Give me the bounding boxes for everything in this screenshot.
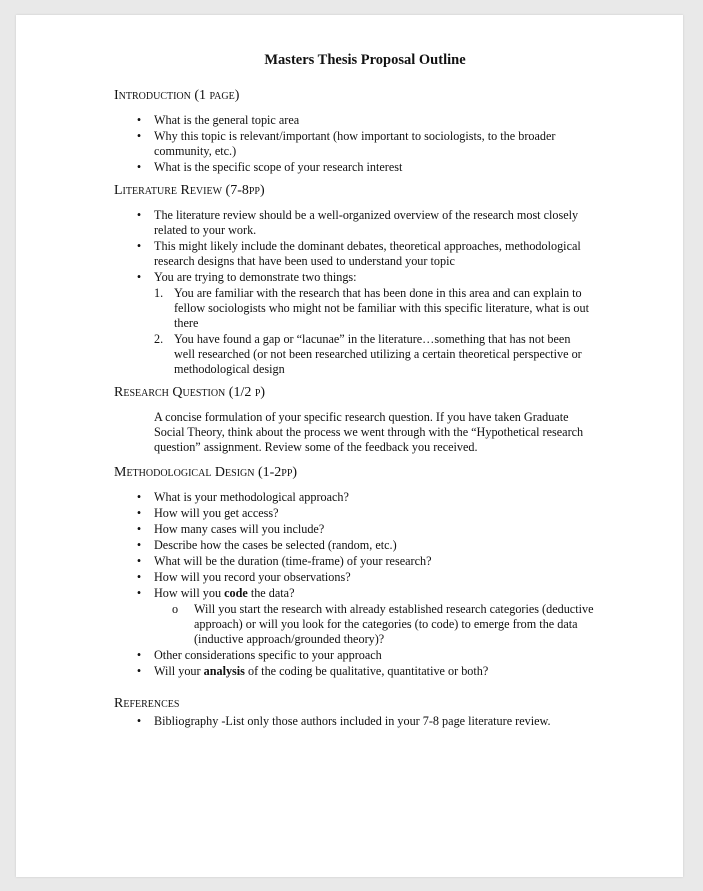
bold-code: code bbox=[224, 586, 248, 600]
list-item: • Why this topic is relevant/important (how important to sociologists, to the broader community, etc.) bbox=[114, 129, 594, 159]
list-item: • Describe how the cases be selected (random, etc.) bbox=[114, 538, 594, 553]
heading-research-question: Research Question (1/2 p) bbox=[114, 385, 266, 400]
list-item: • How will you get access? bbox=[114, 506, 594, 521]
methodological-design-list bbox=[114, 490, 594, 679]
list-item: • What will be the duration (time-frame) of your research? bbox=[114, 554, 594, 569]
bullet-icon: • bbox=[136, 239, 142, 253]
list-item: • Will your analysis of the coding be qualitative, quantitative or both? bbox=[114, 664, 594, 679]
bullet-icon: • bbox=[136, 714, 142, 728]
sub-list-item: o Will you start the research with already established research categories (deductive approach) or will you look for the categories (to code) to emerge from the data (inductive approach/grounded theory)? bbox=[172, 602, 594, 646]
heading-references: References bbox=[114, 696, 180, 711]
bullet-icon: • bbox=[136, 554, 142, 568]
bullet-icon: • bbox=[136, 522, 142, 536]
bullet-icon: • bbox=[136, 648, 142, 662]
list-item: • How will you code the data? o Will you start the research with already established research categories (deductive approach) or will you look for the categories (to code) to emerge from the data (inductive approach/grounded theory)? bbox=[114, 586, 594, 647]
bullet-icon: • bbox=[136, 208, 142, 222]
bullet-icon: • bbox=[136, 113, 142, 127]
list-item: • What is the specific scope of your research interest bbox=[114, 160, 594, 175]
bullet-icon: • bbox=[136, 129, 142, 143]
circle-sublist bbox=[154, 602, 594, 647]
bold-analysis: analysis bbox=[203, 664, 245, 678]
bullet-icon: • bbox=[136, 160, 142, 174]
research-question-paragraph: A concise formulation of your specific research question. If you have taken Graduate Social Theory, think about the process we went through with the “Hypothetical research question” assignment. Review some of the feedback you received. bbox=[154, 410, 584, 454]
numbered-item: 1. You are familiar with the research that has been done in this area and can explain to fellow sociologists who might not be familiar with this specific literature, what is out there bbox=[154, 286, 589, 330]
bullet-icon: • bbox=[136, 538, 142, 552]
list-item: • This might likely include the dominant debates, theoretical approaches, methodological research designs that have been used to understand your topic bbox=[114, 239, 594, 269]
list-item: • How will you record your observations? bbox=[114, 570, 594, 585]
literature-review-list bbox=[114, 208, 594, 377]
references-list bbox=[114, 714, 594, 729]
numbered-sublist bbox=[154, 286, 594, 377]
list-item: • You are trying to demonstrate two things: 1. You are familiar with the research that has been done in this area and can explain to fellow sociologists who might not be familiar with this specific literature, what is out there 2. You have found a gap or “lacunae” in the literature…something that has not been well researched (or not been researched utilizing a certain theoretical perspective or methodological design bbox=[114, 270, 594, 377]
circle-bullet-icon: o bbox=[172, 602, 179, 616]
bullet-icon: • bbox=[136, 270, 142, 284]
document-title: Masters Thesis Proposal Outline bbox=[264, 52, 466, 68]
list-item: • Bibliography -List only those authors included in your 7-8 page literature review. bbox=[114, 714, 594, 729]
bullet-icon: • bbox=[136, 586, 142, 600]
list-item: • The literature review should be a well-organized overview of the research most closely related to your work. bbox=[114, 208, 594, 238]
bullet-icon: • bbox=[136, 506, 142, 520]
heading-introduction: Introduction (1 page) bbox=[114, 88, 240, 103]
numbered-item: 2. You have found a gap or “lacunae” in the literature…something that has not been well researched (or not been researched utilizing a certain theoretical perspective or methodological design bbox=[154, 332, 582, 376]
heading-literature-review: Literature Review (7-8pp) bbox=[114, 183, 265, 198]
bullet-icon: • bbox=[136, 570, 142, 584]
bullet-icon: • bbox=[136, 490, 142, 504]
document-content bbox=[114, 53, 594, 736]
heading-methodological-design: Methodological Design (1-2pp) bbox=[114, 465, 298, 480]
list-item: • Other considerations specific to your approach bbox=[114, 648, 594, 663]
introduction-list bbox=[114, 113, 594, 175]
document-page bbox=[16, 15, 683, 877]
list-item: • What is your methodological approach? bbox=[114, 490, 594, 505]
list-item: • How many cases will you include? bbox=[114, 522, 594, 537]
bullet-icon: • bbox=[136, 664, 142, 678]
list-item: • What is the general topic area bbox=[114, 113, 594, 128]
